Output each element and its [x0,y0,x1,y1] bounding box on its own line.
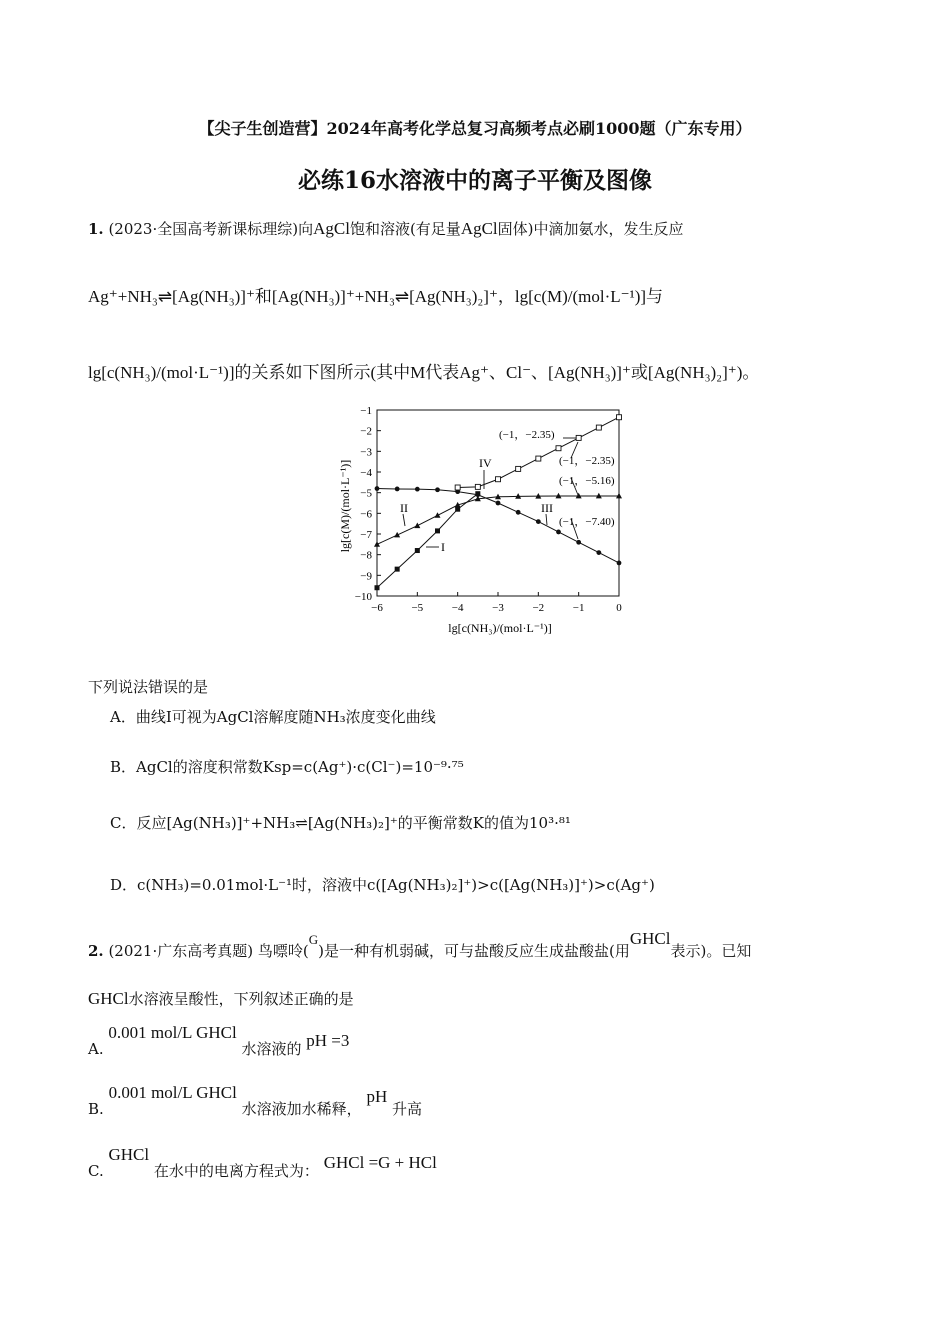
q1-intro-c: 固体)中滴加氨水，发生反应 [497,220,684,238]
series-line-I [377,494,478,588]
q2-intro [88,929,752,961]
q2-b-chem: 0.001 mol/L GHCl [108,1083,237,1102]
q2-option-c[interactable] [88,1145,437,1181]
q2-intro-a: (2021·广东高考真题) 鸟嘌呤( [108,942,309,960]
q2-number: 2. [88,942,104,960]
data-point-III [596,550,601,555]
q2-c-label: C. [88,1162,104,1180]
y-tick-label: −4 [360,467,372,479]
chart-series [374,415,622,591]
data-point-II [374,541,380,547]
data-point-I [435,528,440,533]
data-point-IV [475,484,480,489]
document-header: 【尖子生创造营】2024年高考化学总复习高频考点必刷1000题（广东专用） [198,119,752,138]
chart-xlabel: lg[c(NH₃)/(mol·L⁻¹)] [448,621,552,635]
q1-equation-line: Ag⁺+NH₃⇌[Ag(NH₃)]⁺和[Ag(NH₃)]⁺+NH₃⇌[Ag(NH₃)₂]⁺，lg[c(M)/(mol·L⁻¹)]与 [88,287,664,306]
q1-option-b[interactable]: B．AgCl的溶度积常数Ksp=c(Ag⁺)·c(Cl⁻)=10⁻⁹·⁷⁵ [110,758,464,776]
q2-c-chem: GHCl [108,1145,150,1164]
x-tick-label: −5 [411,602,424,614]
y-tick-label: −3 [360,446,372,459]
data-point-III [576,540,581,545]
data-point-I [375,585,380,590]
data-point-IV [556,446,561,451]
chart-arrows [403,438,578,547]
q1-option-c[interactable]: C．反应[Ag(NH₃)]⁺+NH₃⇌[Ag(NH₃)₂]⁺的平衡常数K的值为10³·⁸¹ [110,814,571,832]
data-point-IV [536,456,541,461]
y-tick-label: −9 [360,570,372,583]
x-tick-label: −3 [492,602,504,614]
q2-intro-c: 表示)。已知 [670,942,752,960]
y-tick-label: −2 [360,425,372,438]
x-tick-label: −4 [451,602,464,614]
q2-intro-b: )是一种有机弱碱，可与盐酸反应生成盐酸盐(用 [318,942,630,960]
data-point-IV [516,466,521,471]
q2-a-text: 水溶液的 [241,1040,302,1058]
q1-chart [335,398,635,644]
chart-ylabel: lg[c(M)/(mol·L⁻¹)] [338,459,352,553]
q1-option-d[interactable]: D．c(NH₃)=0.01mol·L⁻¹时，溶液中c([Ag(NH₃)₂]⁺)>c([Ag(NH₃)]⁺)>c(Ag⁺) [110,876,655,894]
q2-line2 [88,988,354,1009]
data-point-III [536,519,541,524]
q1-relation-line: lg[c(NH₃)/(mol·L⁻¹)]的关系如下图所示(其中M代表Ag⁺、Cl⁻、[Ag(NH₃)]⁺或[Ag(NH₃)₂]⁺)。 [88,363,760,382]
y-tick-label: −8 [360,549,372,562]
data-point-III [556,530,561,535]
data-point-III [395,487,400,492]
q2-ghcl: GHCl [629,929,671,948]
data-point-III [516,510,521,515]
annotation-iv: (−1，−2.35) [559,455,615,467]
data-point-III [496,501,501,506]
document-title: 必练16水溶液中的离子平衡及图像 [297,167,652,194]
annotation-iv-top: (−1，−2.35) [499,429,555,441]
data-point-III [435,487,440,492]
data-point-I [415,548,420,553]
q2-line2-text: 水溶液呈酸性，下列叙述正确的是 [128,990,354,1008]
q2-option-a[interactable] [88,1023,350,1059]
y-tick-label: −7 [360,529,372,541]
annotation-iii: (−1，−7.40) [559,516,615,528]
y-tick-label: −6 [360,508,372,521]
data-point-III [475,492,480,497]
data-point-IV [617,415,622,420]
q2-b-label: B. [88,1100,104,1118]
x-tick-label: 0 [616,602,622,614]
y-tick-label: −10 [354,591,372,603]
data-point-III [617,561,622,566]
q2-b-ph: pH [366,1087,388,1106]
data-point-I [395,567,400,572]
q2-g: G [308,932,319,947]
q2-a-label: A. [88,1040,104,1058]
q1-intro-b: 饱和溶液(有足量 [349,220,461,238]
q2-option-b[interactable] [88,1083,423,1119]
data-point-IV [455,485,460,490]
q2-c-text: 在水中的电离方程式为： [153,1162,319,1180]
y-tick-label: −1 [360,405,372,417]
data-point-II [414,523,420,529]
q1-agcl-1: AgCl [313,219,350,238]
x-tick-label: −2 [532,602,545,614]
q2-a-tail: pH =3 [306,1031,350,1050]
label-series-iv: IV [479,456,492,470]
data-point-II [435,512,441,518]
label-series-i: I [441,540,445,554]
q2-c-tail: GHCl =G + HCl [323,1153,437,1172]
data-point-IV [596,425,601,430]
arrow-ii-label [403,514,405,526]
x-tick-label: −6 [371,602,383,614]
q1-number: 1. [88,220,104,238]
data-point-III [375,486,380,491]
arrow-iii-label [546,514,547,525]
x-tick-label: −1 [572,602,585,614]
q2-a-chem: 0.001 mol/L GHCl [108,1023,237,1042]
label-series-ii: II [400,501,408,515]
q2-line2-chem: GHCl [88,989,129,1008]
data-point-IV [496,477,501,482]
q1-agcl-2: AgCl [460,219,498,238]
data-point-IV [576,435,581,440]
annotation-ii: (−1，−5.16) [559,475,615,487]
data-point-II [394,532,400,538]
q2-b-tail: 升高 [392,1100,423,1118]
data-point-III [415,487,420,492]
q1-option-a[interactable]: A．曲线I可视为AgCl溶解度随NH₃浓度变化曲线 [110,708,436,726]
q1-intro-a: (2023·全国高考新课标理综)向 [108,220,314,238]
q2-b-text: 水溶液加水稀释， [241,1100,362,1118]
q1-intro [88,218,684,239]
q1-prompt: 下列说法错误的是 [88,678,209,696]
label-series-iii: III [541,501,553,515]
y-tick-label: −5 [360,487,372,500]
